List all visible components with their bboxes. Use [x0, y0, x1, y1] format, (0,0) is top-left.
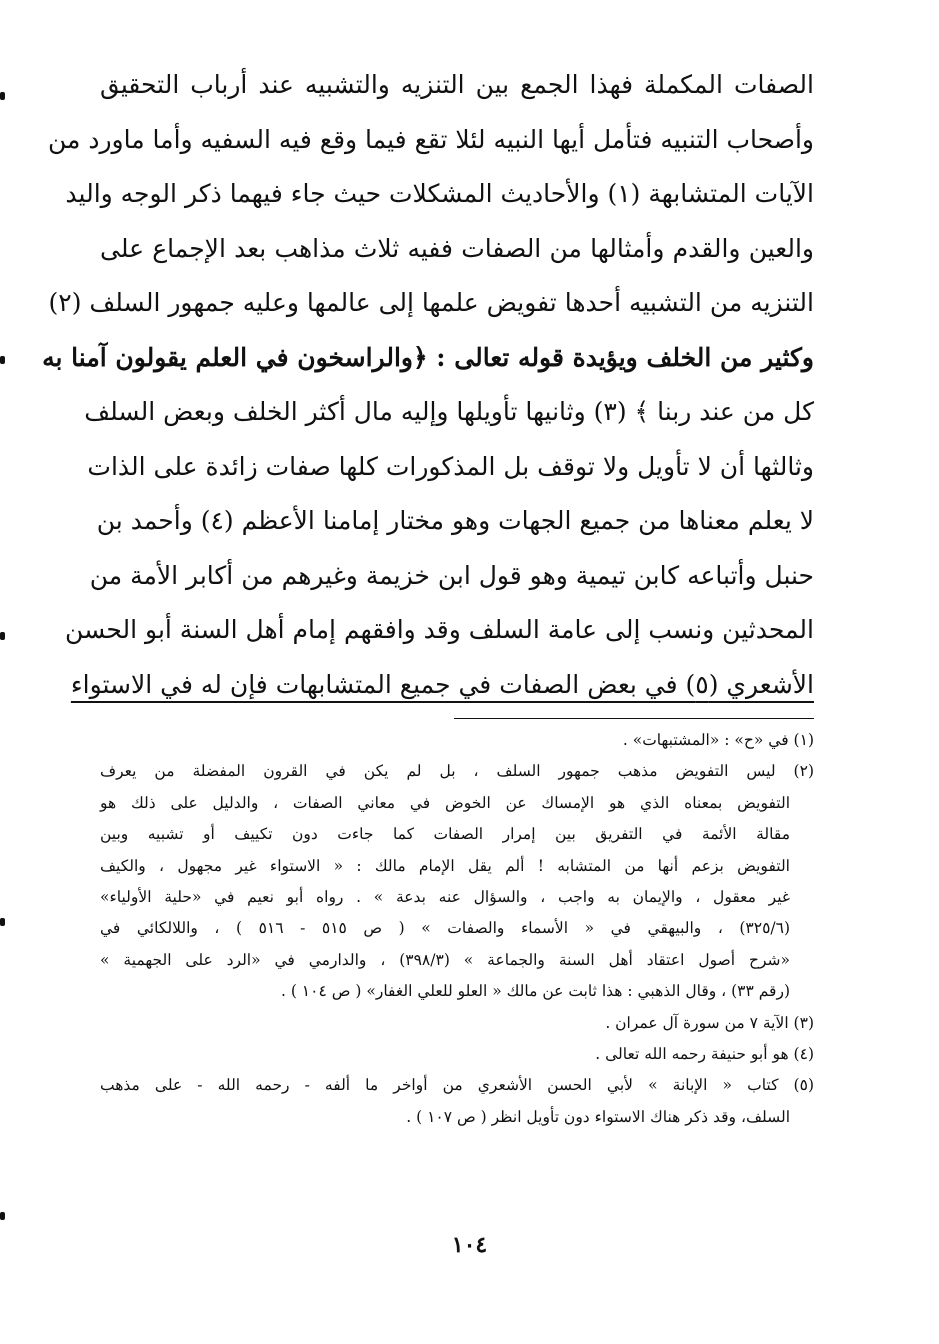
footnote-line: (رقم ٣٣) ، وقال الذهبي : هذا ثابت عن مالك « العلو للعلي الغفار» ( ص ١٠٤ ) .	[280, 982, 790, 1001]
footnote-line: غير معقول ، والإيمان به واجب ، والسؤال عنه بدعة » . رواه أبو نعيم في «حلية الأولياء»	[100, 888, 790, 907]
main-text	[42, 58, 814, 712]
footnote-line: (١) في «ح» : «المشتبهات» .	[622, 731, 814, 749]
footnote-line: (٣٢٥/٦) ، والبيهقي في « الأسماء والصفات » ( ص ٥١٥ - ٥١٦ ) ، واللالكائي في	[100, 919, 791, 938]
footnote-line: مقالة الأئمة في التفريق بين إمرار الصفات كما جاءت دون تكييف أو تشبيه وبين	[100, 825, 790, 844]
body-line: وكثير من الخلف ويؤيدة قوله تعالى : ﴿والراسخون في العلم يقولون آمنا به	[42, 342, 814, 372]
body-line: والعين والقدم وأمثالها من الصفات ففيه ثلاث مذاهب بعد الإجماع على	[100, 233, 814, 263]
footnote-line: (٥) كتاب « الإبانة » لأبي الحسن الأشعري من أواخر ما ألفه - رحمه الله - على مذهب	[100, 1076, 814, 1095]
footnote-line: (٣) الآية ٧ من سورة آل عمران .	[605, 1013, 814, 1032]
footnote-line: (٢) ليس التفويض مذهب جمهور السلف ، بل لم يكن في القرون المفضلة من يعرف	[100, 762, 814, 781]
body-line: وثالثها أن لا تأويل ولا توقف بل المذكورات كلها صفات زائدة على الذات	[87, 451, 814, 481]
footnote-line: السلف، وقد ذكر هناك الاستواء دون تأويل انظر ( ص ١٠٧ ) .	[406, 1107, 790, 1126]
scan-edge-mark	[0, 356, 5, 364]
body-line: المحدثين ونسب إلى عامة السلف وقد وافقهم إمام أهل السنة أبو الحسن	[65, 615, 814, 644]
scan-edge-mark	[0, 1212, 5, 1220]
document-page	[42, 58, 814, 1288]
body-line: كل من عند ربنا ﴾ (٣) وثانيها تأويلها وإليه مال أكثر الخلف وبعض السلف	[84, 397, 814, 426]
footnotes	[100, 725, 814, 1133]
footnote-separator	[454, 718, 814, 719]
body-line: الصفات المكملة فهذا الجمع بين التنزيه والتشبيه عند أرباب التحقيق	[100, 70, 814, 99]
footnote-2	[100, 756, 814, 1007]
body-line: التنزيه من التشبيه أحدها تفويض علمها إلى عالمها وعليه جمهور السلف (٢)	[48, 288, 814, 317]
scan-edge-mark	[0, 918, 5, 926]
body-line: الآيات المتشابهة (١) والأحاديث المشكلات حيث جاء فيهما ذكر الوجه واليد	[65, 179, 814, 208]
body-line: حنبل وأتباعه كابن تيمية وهو قول ابن خزيمة وغيرهم من أكابر الأمة من	[89, 560, 814, 590]
footnote-4	[100, 1039, 814, 1070]
page-number: ١٠٤	[451, 1232, 488, 1258]
footnote-5	[100, 1070, 814, 1133]
footnote-line: التفويض بمعناه الذي هو الإمساك عن الخوض في معاني الصفات ، والدليل على ذلك هو	[100, 793, 790, 812]
scan-edge-mark	[0, 92, 5, 100]
body-line: لا يعلم معناها من جميع الجهات وهو مختار إمامنا الأعظم (٤) وأحمد بن	[96, 506, 814, 535]
footnote-line: التفويض بزعم أنها من المتشابه ! ألم يقل الإمام مالك : « الاستواء غير مجهول ، والكيف	[100, 856, 790, 875]
footnote-line: «شرح أصول اعتقاد أهل السنة والجماعة » (٣٩٨/٣) ، والدارمي في «الرد على الجهمية »	[100, 950, 790, 969]
footnote-1	[100, 725, 814, 756]
footnote-line: (٤) هو أبو حنيفة رحمه الله تعالى .	[595, 1045, 814, 1064]
body-line: وأصحاب التنبيه فتأمل أيها النبيه لئلا تقع فيما وقع فيه السفيه وأما ماورد من	[47, 124, 814, 154]
footnote-3	[100, 1008, 814, 1039]
scan-edge-mark	[0, 632, 5, 640]
body-line: الأشعري (٥) في بعض الصفات في جميع المتشابهات فإن له في الاستواء	[70, 669, 814, 699]
